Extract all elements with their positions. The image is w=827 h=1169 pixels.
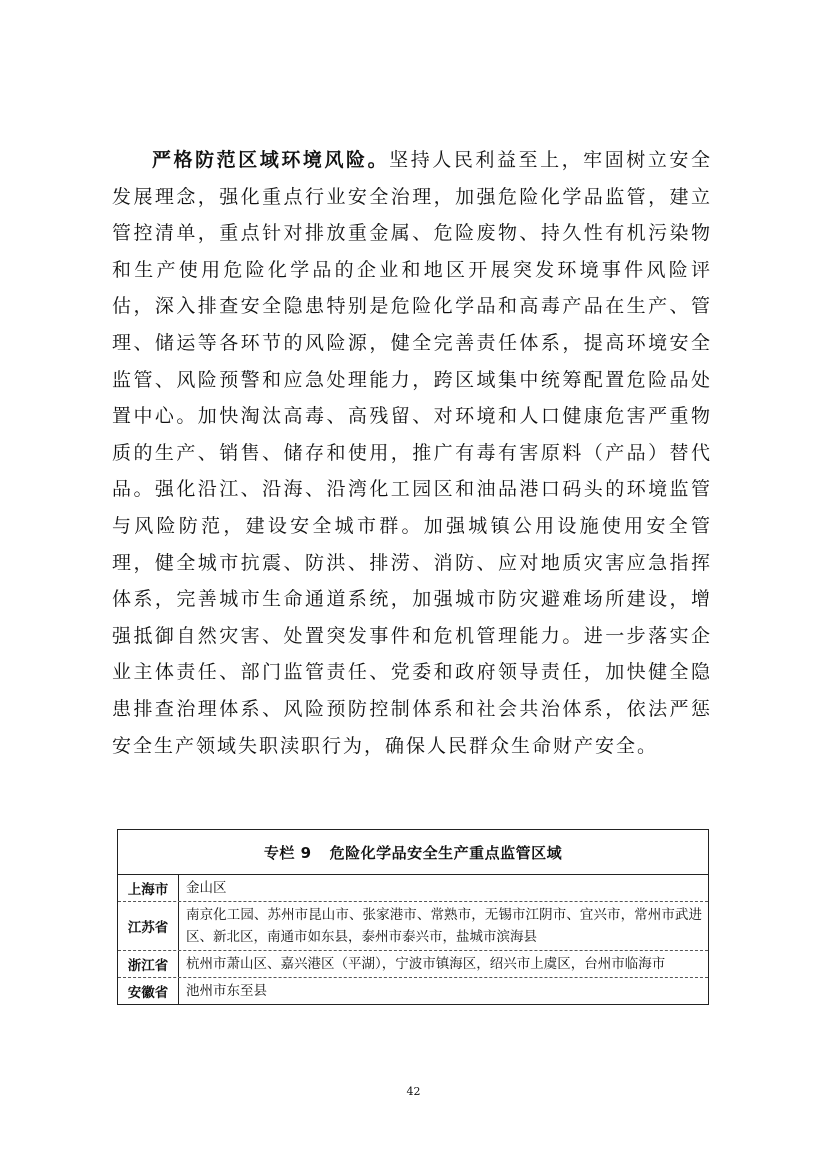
province-cell: 安徽省 [118,978,179,1004]
areas-cell: 杭州市萧山区、嘉兴港区（平湖），宁波市镇海区，绍兴市上虞区，台州市临海市 [186,956,666,972]
province-cell: 浙江省 [118,951,179,977]
province-cell: 上海市 [118,875,179,901]
body-paragraph [112,142,712,764]
areas-cell: 金山区 [186,880,227,896]
province-cell: 江苏省 [118,902,179,950]
paragraph-body: 坚持人民利益至上，牢固树立安全发展理念，强化重点行业安全治理，加强危险化学品监管，建立管控清单，重点针对排放重金属、危险废物、持久性有机污染物和生产使用危险化学品的企业和地区开展突发环境事件风险评估，深入排查安全隐患特别是危险化学品和高毒产品在生产、管理、储运等各环节的风险源，健全完善责任体系，提高环境安全监管、风险预警和应急处理能力，跨区域集中统筹配置危险品处置中心。加快淘汰高毒、高残留、对环境和人口健康危害严重物质的生产、销售、储存和使用，推广有毒有害原料（产品）替代品。强化沿江、沿海、沿湾化工园区和油品港口码头的环境监管与风险防范，建设安全城市群。加强城镇公用设施使用安全管理，健全城市抗震、防洪、排涝、消防、应对地质灾害应急指挥体系，完善城市生命通道系统，加强城市防灾避难场所建设，增强抵御自然灾害、处置突发事件和危机管理能力。进一步落实企业主体责任、部门监管责任、党委和政府领导责任，加快健全隐患排查治理体系、风险预防控制体系和社会共治体系，依法严惩安全生产领域失职渎职行为，确保人民群众生命财产安全。 [112,149,712,757]
box-heading: 危险化学品安全生产重点监管区域 [329,843,563,862]
table-row [118,978,708,1004]
box-label: 专栏 9 [263,843,312,862]
box-title [118,830,708,875]
table-row [118,875,708,902]
paragraph-lead: 严格防范区域环境风险。 [152,149,390,171]
feature-box [117,829,709,1005]
areas-cell: 池州市东至县 [186,983,267,999]
page-number: 42 [406,1085,421,1098]
areas-cell: 南京化工园、苏州市昆山市、张家港市、常熟市，无锡市江阴市、宜兴市，常州市武进区、新北区，南通市如东县，泰州市泰兴市，盐城市滨海县 [186,907,702,945]
table-row [118,902,708,951]
table-row [118,951,708,978]
